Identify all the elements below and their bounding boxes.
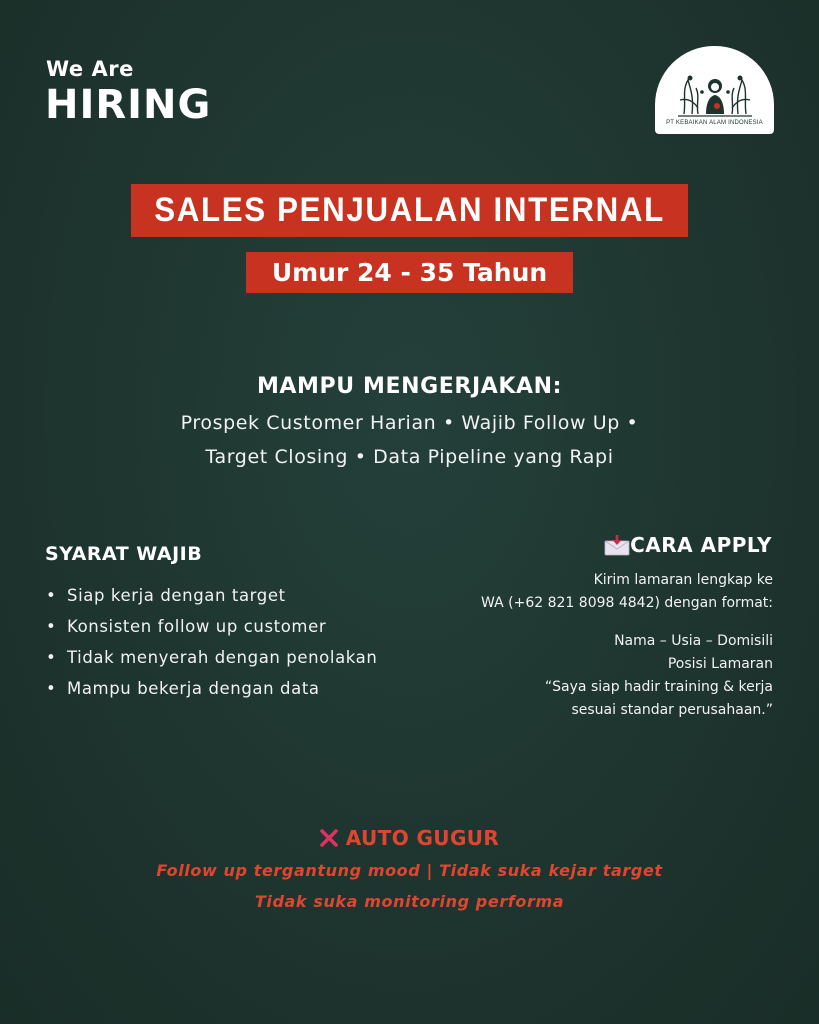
batik-figure-logo-icon	[676, 70, 754, 118]
company-logo	[655, 46, 774, 134]
bullet: •	[46, 617, 57, 636]
age-banner	[246, 252, 573, 293]
requirement-item	[46, 648, 377, 679]
apply-title: CARA APPLY	[630, 533, 772, 557]
requirement-item	[46, 586, 377, 617]
logo-text: PT KEBAIKAN ALAM INDONESIA	[666, 120, 763, 126]
auto-reject-line-2: Tidak suka monitoring performa	[254, 892, 565, 911]
apply-line-1: Kirim lamaran lengkap ke	[593, 572, 773, 588]
apply-format-line-3: “Saya siap hadir training & kerja	[544, 679, 773, 695]
capable-line-2: Target Closing • Data Pipeline yang Rapi	[205, 446, 614, 468]
apply-format-line-1: Nama – Usia – Domisili	[614, 633, 773, 649]
apply-format-line-2: Posisi Lamaran	[667, 656, 773, 672]
requirement-item	[46, 679, 377, 710]
cross-icon	[320, 829, 338, 847]
requirement-text: Mampu bekerja dengan data	[67, 679, 320, 698]
position-title-banner	[131, 184, 688, 237]
apply-format	[353, 630, 773, 722]
auto-reject-heading	[0, 826, 819, 850]
we-are-label: We Are	[46, 57, 134, 81]
envelope-download-icon	[604, 534, 630, 556]
age-requirement: Umur 24 - 35 Tahun	[271, 258, 548, 287]
apply-instructions	[353, 569, 773, 615]
capable-heading: MAMPU MENGERJAKAN:	[256, 374, 563, 399]
requirements-list	[46, 586, 377, 710]
bullet: •	[46, 679, 57, 698]
requirement-text: Tidak menyerah dengan penolakan	[67, 648, 378, 667]
requirement-text: Konsisten follow up customer	[67, 617, 327, 636]
apply-format-line-4: sesuai standar perusahaan.”	[571, 702, 773, 718]
capable-line-1: Prospek Customer Harian • Wajib Follow Up •	[180, 412, 639, 434]
hiring-title: HIRING	[45, 82, 212, 128]
position-title: SALES PENJUALAN INTERNAL	[154, 191, 665, 229]
bullet: •	[46, 586, 57, 605]
apply-contact-line: WA (+62 821 8098 4842) dengan format:	[481, 595, 773, 611]
requirements-heading: SYARAT WAJIB	[45, 543, 203, 565]
bullet: •	[46, 648, 57, 667]
auto-reject-title: AUTO GUGUR	[345, 826, 500, 850]
auto-reject-line-1: Follow up tergantung mood | Tidak suka kejar target	[156, 861, 663, 880]
requirement-text: Siap kerja dengan target	[67, 586, 286, 605]
apply-heading	[604, 533, 772, 557]
requirement-item	[46, 617, 377, 648]
